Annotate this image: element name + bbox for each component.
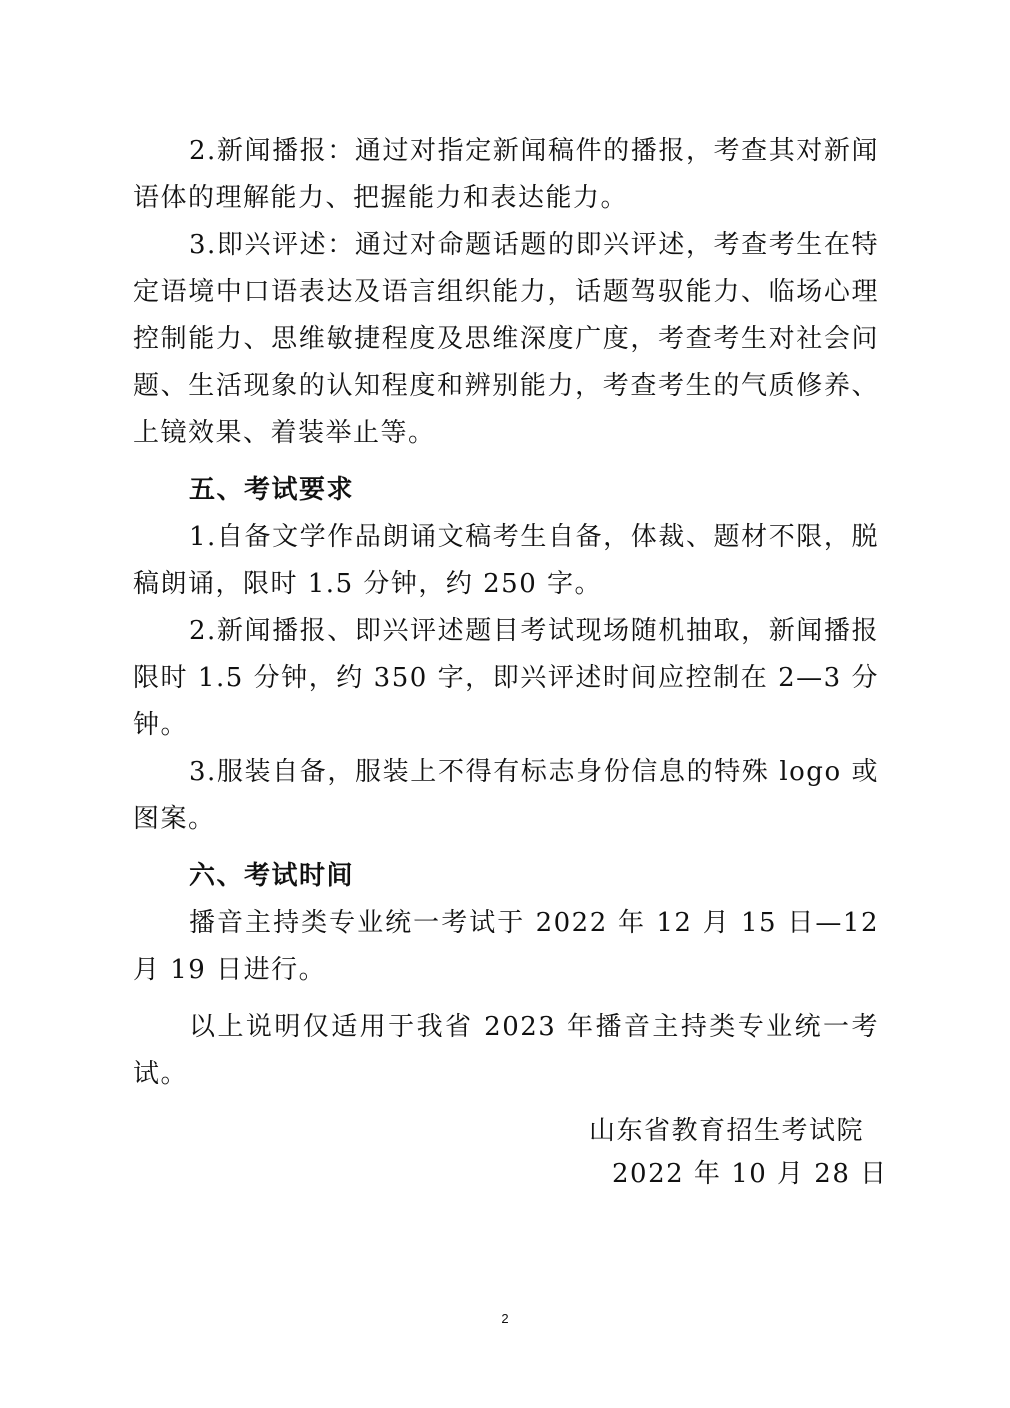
page-number: 2 [501, 1311, 509, 1326]
document-body [133, 128, 879, 1098]
paragraph-impromptu-commentary: 3.即兴评述：通过对命题话题的即兴评述，考查考生在特定语境中口语表达及语言组织能力，话题驾驭能力、临场心理控制能力、思维敏捷程度及思维深度广度，考查考生对社会问题、生活现象的认知程度和辨别能力，考查考生的气质修养、上镜效果、着装举止等。 [133, 230, 879, 448]
signature-organization: 山东省教育招生考试院 [589, 1116, 865, 1146]
paragraph-applicability-note: 以上说明仅适用于我省 2023 年播音主持类专业统一考试。 [133, 1012, 879, 1089]
section-heading-exam-requirements: 五、考试要求 [189, 475, 355, 505]
paragraph-requirement-clothing: 3.服装自备，服装上不得有标志身份信息的特殊 logo 或图案。 [133, 757, 879, 834]
paragraph-news-broadcast: 2.新闻播报：通过对指定新闻稿件的播报，考查其对新闻语体的理解能力、把握能力和表达能力。 [133, 136, 879, 213]
paragraph-exam-dates: 播音主持类专业统一考试于 2022 年 12 月 15 日—12 月 19 日进行。 [133, 908, 879, 985]
section-heading-exam-time: 六、考试时间 [189, 861, 355, 891]
signature-date: 2022 年 10 月 28 日 [612, 1159, 888, 1189]
paragraph-requirement-recitation: 1.自备文学作品朗诵文稿考生自备，体裁、题材不限，脱稿朗诵，限时 1.5 分钟，约 250 字。 [133, 522, 879, 599]
paragraph-requirement-news-commentary: 2.新闻播报、即兴评述题目考试现场随机抽取，新闻播报限时 1.5 分钟，约 350 字，即兴评述时间应控制在 2—3 分钟。 [133, 616, 879, 740]
